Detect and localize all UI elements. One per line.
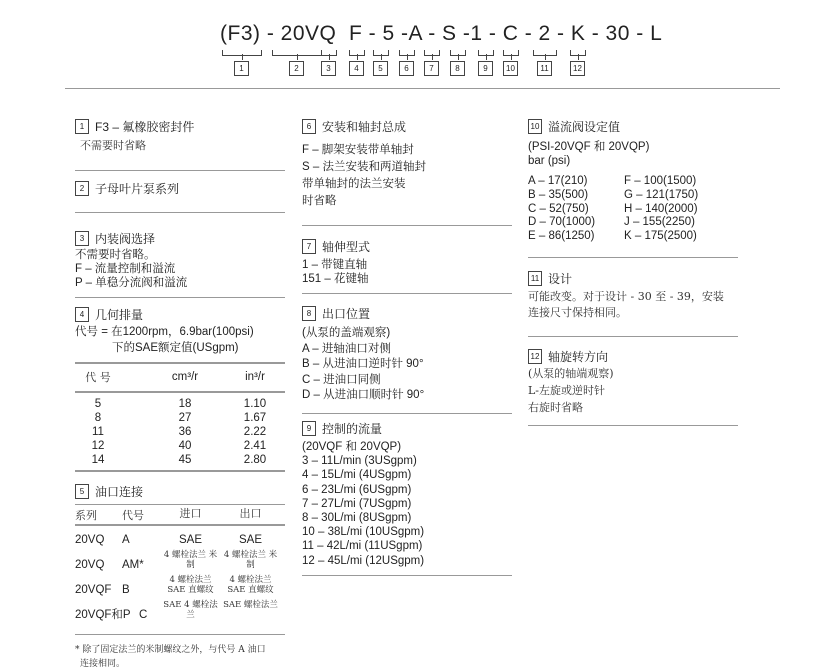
text-line: 3 – 11L/min (3USgpm)	[302, 455, 417, 468]
table-cell: 4 螺栓法兰 米制	[163, 550, 218, 570]
section-header-s8	[302, 305, 370, 322]
text-line: (从泵的轴端观察)	[528, 367, 614, 380]
table-cell: SAE 4 螺栓法兰	[163, 600, 218, 620]
section-number: 10	[528, 119, 542, 134]
section-number: 1	[75, 119, 89, 134]
section-title: 内装阀选择	[95, 232, 156, 246]
table-cell: 18	[178, 398, 192, 410]
text-line: (从泵的盖端观察)	[302, 327, 391, 339]
text-line: D – 从进油口顺时针 90°	[302, 389, 425, 401]
table-cell: C	[139, 609, 148, 621]
section-header-s4	[75, 306, 143, 323]
table-cell: 1.67	[243, 412, 267, 424]
code-number: 9	[478, 61, 493, 76]
section-number: 11	[528, 271, 542, 286]
text-line: 右旋时省略	[528, 401, 583, 414]
divider	[75, 297, 285, 298]
code-number: 1	[234, 61, 249, 76]
section-number: 9	[302, 421, 316, 436]
text-line: A – 进轴油口对侧	[302, 342, 391, 355]
code-bracket	[373, 50, 389, 56]
text-line: 6 – 23L/mi (6USgpm)	[302, 483, 412, 496]
text-line: 不需要时省略	[80, 139, 146, 152]
table-cell: 5	[94, 398, 102, 410]
column-header: cm³/r	[171, 371, 199, 383]
section-number: 3	[75, 231, 89, 246]
footnote: * 除了固定法兰的米制螺纹之外，与代号 A 油口	[75, 645, 266, 655]
table-cell: AM*	[122, 559, 144, 571]
text-line: 1 – 带键直轴	[302, 259, 368, 271]
section-header-s6	[302, 118, 406, 135]
table-cell: SAE 螺栓法兰	[223, 600, 278, 610]
divider	[528, 257, 738, 258]
table-cell: B	[122, 584, 130, 596]
code-number: 10	[503, 61, 518, 76]
divider	[528, 336, 738, 337]
column-header: 代号	[122, 509, 144, 522]
divider	[302, 225, 512, 226]
table-cell: SAE	[178, 534, 202, 546]
table-cell: 2.22	[243, 426, 267, 438]
text-line: 11 – 42L/mi (11USgpm)	[302, 540, 423, 553]
divider	[75, 524, 285, 526]
code-number: 4	[349, 61, 364, 76]
section-number: 6	[302, 119, 316, 134]
text-line: B – 35(500)	[528, 188, 589, 201]
table-cell: 20VQ	[75, 534, 105, 546]
table-cell: 36	[178, 426, 192, 438]
footnote: 连接相同。	[80, 659, 126, 669]
section-header-s9	[302, 420, 382, 437]
section-header-s12	[528, 348, 608, 365]
section-header-s5	[75, 483, 143, 500]
note: 下的SAE额定值(USgpm)	[112, 342, 239, 354]
code-number: 8	[450, 61, 465, 76]
code-number: 12	[570, 61, 585, 76]
text-line: 10 – 38L/mi (10USgpm)	[302, 526, 425, 539]
text-line: 连接尺寸保持相同。	[528, 306, 627, 319]
divider	[75, 170, 285, 171]
text-line: F – 流量控制和溢流	[75, 263, 176, 275]
column-header: 代 号	[85, 371, 111, 384]
text-line: 7 – 27L/mi (7USgpm)	[302, 497, 412, 510]
text-line: C – 52(750)	[528, 202, 589, 215]
table-cell: 11	[92, 426, 104, 438]
section-number: 4	[75, 307, 89, 322]
code-bracket	[424, 50, 440, 56]
table-cell: 40	[178, 440, 192, 452]
table-cell: 4 螺栓法兰 SAE 直螺纹	[167, 575, 214, 595]
code-number: 3	[321, 61, 336, 76]
section-header-s11	[528, 270, 572, 287]
column-header: in³/r	[245, 371, 265, 383]
table-cell: 4 螺栓法兰 米制	[223, 550, 278, 570]
divider	[302, 293, 512, 294]
section-title: 出口位置	[322, 307, 371, 321]
section-title: 安装和轴封总成	[322, 120, 407, 134]
section-title: 轴旋转方向	[548, 350, 609, 364]
section-header-s3	[75, 230, 155, 247]
text-line: K – 175(2500)	[624, 230, 697, 243]
table-cell: SAE	[238, 534, 262, 546]
text-line: 12 – 45L/mi (12USgpm)	[302, 554, 425, 567]
section-header-s2	[75, 180, 179, 197]
code-bracket	[349, 50, 365, 56]
table-cell: 1.10	[243, 398, 267, 410]
note: 代号 = 在1200rpm，6.9bar(100psi)	[75, 326, 254, 338]
text-line: 时省略	[302, 195, 337, 207]
divider	[302, 413, 512, 414]
divider	[75, 391, 285, 393]
text-line: 8 – 30L/mi (8USgpm)	[302, 512, 412, 524]
section-header-s1	[75, 118, 194, 135]
table-cell: 2.80	[243, 454, 267, 466]
section-title: 轴伸型式	[322, 240, 371, 254]
text-line: 151 – 花键轴	[302, 273, 369, 285]
section-number: 2	[75, 181, 89, 196]
model-code: (F3) - 20VQ F - 5 -A - S -1 - C - 2 - K - 30 - L	[220, 22, 663, 45]
text-line: A – 17(210)	[528, 175, 588, 187]
section-title: 几何排量	[95, 308, 144, 322]
table-cell: 45	[178, 454, 192, 466]
table-cell: A	[122, 534, 130, 546]
divider	[75, 470, 285, 472]
text-line: J – 155(2250)	[624, 216, 695, 229]
text-line: F – 脚架安装带单轴封	[302, 144, 414, 156]
code-bracket	[222, 50, 262, 56]
text-line: 可能改变。对于设计 - 30 至 - 39，安装	[528, 290, 724, 303]
text-line: (PSI-20VQF 和 20VQP)	[528, 141, 650, 153]
text-line: C – 进油口同侧	[302, 373, 381, 386]
code-bracket	[272, 50, 322, 56]
section-number: 7	[302, 239, 316, 254]
text-line: B – 从进油口逆时针 90°	[302, 358, 424, 370]
column-header: 出口	[239, 507, 262, 520]
text-line: L-左旋或逆时针	[528, 384, 606, 397]
code-bracket	[450, 50, 466, 56]
divider	[75, 504, 285, 505]
divider	[75, 362, 285, 364]
text-line: D – 70(1000)	[528, 216, 596, 229]
text-line: 不需要时省略。	[75, 249, 156, 261]
text-line: 4 – 15L/mi (4USgpm)	[302, 469, 412, 482]
divider	[75, 212, 285, 213]
text-line: S – 法兰安装和两道轴封	[302, 161, 426, 173]
column-header: 系列	[75, 509, 97, 522]
table-cell: 12	[91, 440, 105, 452]
code-number: 2	[289, 61, 304, 76]
section-title: 溢流阀设定值	[548, 120, 621, 134]
divider	[302, 575, 512, 576]
table-cell: 14	[91, 454, 105, 466]
code-number: 6	[399, 61, 414, 76]
text-line: (20VQF 和 20VQP)	[302, 441, 402, 453]
table-cell: 20VQF	[75, 584, 112, 596]
code-bracket	[478, 50, 494, 56]
divider	[65, 88, 780, 89]
table-cell: 4 螺栓法兰 SAE 直螺纹	[227, 575, 274, 595]
column-header: 进口	[179, 507, 202, 520]
section-number: 8	[302, 306, 316, 321]
divider	[528, 425, 738, 426]
table-cell: 20VQ	[75, 559, 105, 571]
code-bracket	[399, 50, 415, 56]
code-bracket	[533, 50, 557, 56]
code-number: 5	[373, 61, 388, 76]
table-cell: 27	[178, 412, 192, 424]
text-line: 带单轴封的法兰安装	[302, 178, 406, 190]
table-cell: 8	[94, 412, 102, 424]
text-line: bar (psi)	[528, 154, 571, 167]
divider	[75, 634, 285, 635]
text-line: G – 121(1750)	[624, 188, 699, 201]
section-title: 子母叶片泵系列	[95, 182, 180, 196]
section-title: F3 – 氟橡胶密封件	[95, 120, 195, 134]
text-line: E – 86(1250)	[528, 230, 595, 243]
section-title: 设计	[548, 272, 573, 286]
section-number: 12	[528, 349, 542, 364]
text-line: P – 单稳分流阀和溢流	[75, 277, 188, 289]
section-header-s10	[528, 118, 620, 135]
section-number: 5	[75, 484, 89, 499]
code-number: 7	[424, 61, 439, 76]
table-cell: 20VQF和P	[75, 609, 131, 621]
text-line: F – 100(1500)	[624, 175, 697, 187]
section-header-s7	[302, 238, 370, 255]
code-bracket	[570, 50, 586, 56]
section-title: 控制的流量	[322, 422, 383, 436]
code-bracket	[321, 50, 337, 56]
code-number: 11	[537, 61, 552, 76]
text-line: H – 140(2000)	[624, 202, 698, 215]
section-title: 油口连接	[95, 485, 144, 499]
table-cell: 2.41	[243, 440, 267, 452]
code-bracket	[503, 50, 519, 56]
